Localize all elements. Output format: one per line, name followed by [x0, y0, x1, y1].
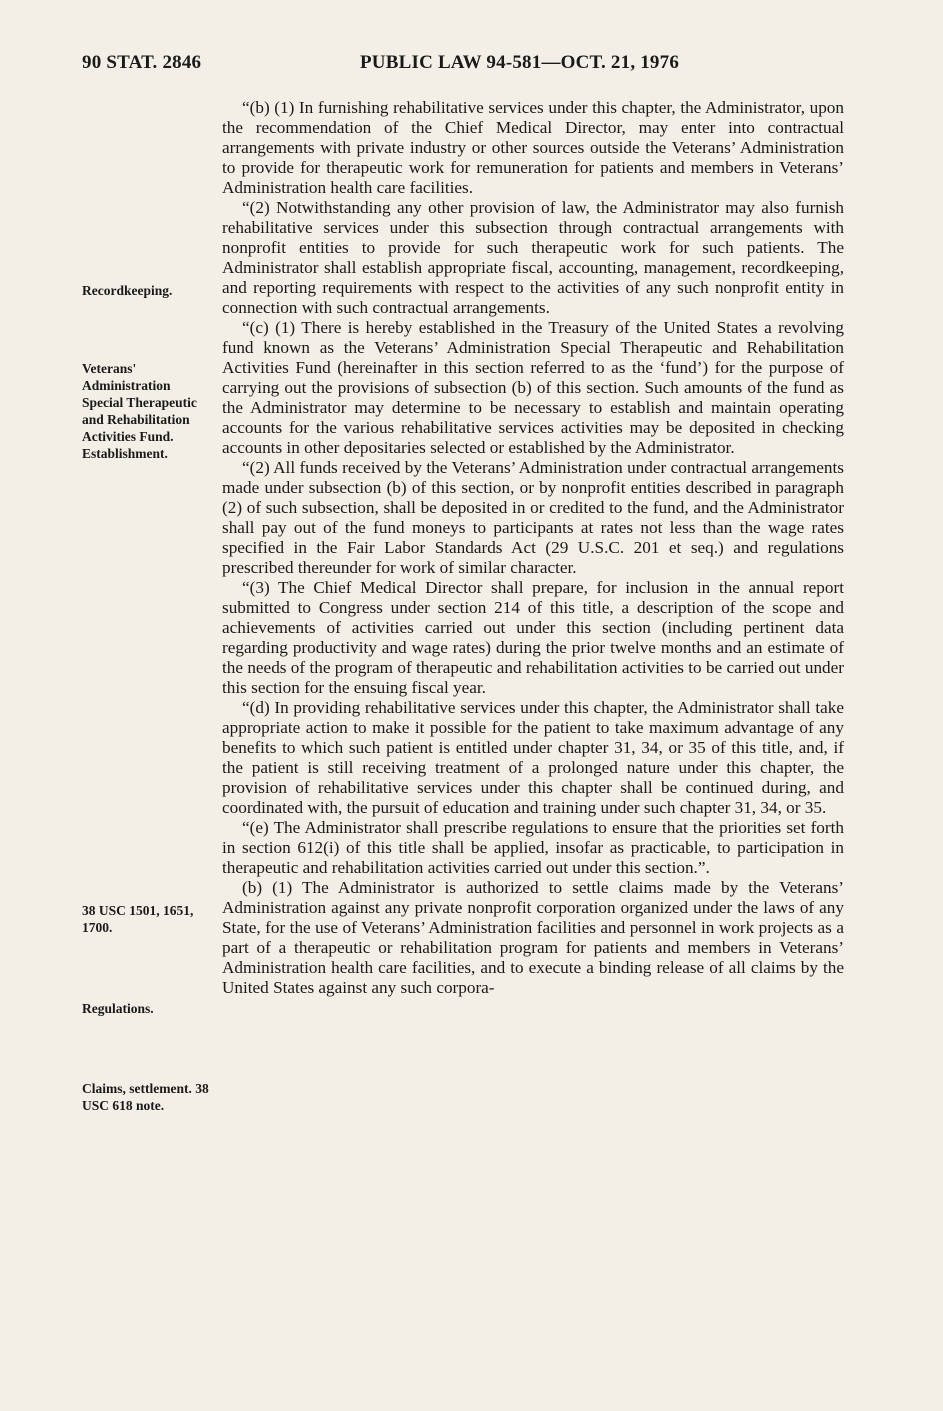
law-title-header: PUBLIC LAW 94-581—OCT. 21, 1976 — [360, 52, 680, 73]
paragraph-e: “(e) The Administrator shall prescribe regulations to ensure that the priorities set forth in section 612(i) of this title shall be applied, insofar as practicable, to participation in therapeutic and rehabilitation activities carried out under this section.”. — [222, 818, 844, 877]
paragraph-c3: “(3) The Chief Medical Director shall prepare, for inclusion in the annual report submitted to Congress under section 214 of this title, a description of the scope and achievements of activities carried out under this section (including pertinent data regarding productivity and wage rates) during the prior twelve months and an estimate of the needs of the program of therapeutic and rehabilitation activities to be carried out under this section for the ensuing fiscal year. — [222, 578, 844, 697]
margin-note-regulations: Regulations. — [82, 1001, 154, 1016]
margin-note-fund-establishment: Veterans' Administration Special Therapeutic and Rehabilitation Activities Fund. Establishment. — [82, 361, 197, 461]
margin-note-usc-1501: 38 USC 1501, 1651, 1700. — [82, 903, 194, 935]
paragraph-c2: “(2) All funds received by the Veterans’ Administration under contractual arrangements made under subsection (b) of this section, or by nonprofit entities described in paragraph (2) of such subsection, shall be deposited in or credited to the fund, and the Administrator shall pay out of the fund moneys to participants at rates not less than the wage rates specified in the Fair Labor Standards Act (29 U.S.C. 201 et seq.) and regulations prescribed thereunder for work of similar character. — [222, 458, 844, 577]
statute-body-text — [222, 98, 844, 998]
paragraph-d: “(d) In providing rehabilitative services under this chapter, the Administrator shall take appropriate action to make it possible for the patient to take maximum advantage of any benefits to which such patient is entitled under chapter 31, 34, or 35 of this title, and, if the patient is still receiving treatment of a prolonged nature under this chapter, the provision of rehabilitative services under this chapter shall be continued during, and coordinated with, the pursuit of education and training under such chapter 31, 34, or 35. — [222, 698, 844, 817]
paragraph-claims-b1: (b) (1) The Administrator is authorized to settle claims made by the Veterans’ Administration against any private nonprofit corporation organized under the laws of any State, for the use of Veterans’ Administration facilities and personnel in work projects as a part of a therapeutic or rehabilitation program for patients and members in Veterans’ Administration health care facilities, and to execute a binding release of all claims by the United States against any such corpora- — [222, 878, 844, 997]
margin-note-claims: Claims, settlement. 38 USC 618 note. — [82, 1081, 209, 1113]
paragraph-b1: “(b) (1) In furnishing rehabilitative services under this chapter, the Administrator, upon the recommendation of the Chief Medical Director, may enter into contractual arrangements with private industry or other sources outside the Veterans’ Administration to provide for therapeutic work for remuneration for patients and members in Veterans’ Administration health care facilities. — [222, 98, 844, 197]
paragraph-b2: “(2) Notwithstanding any other provision of law, the Administrator may also furnish rehabilitative services under this subsection through contractual arrangements with nonprofit entities to provide for such therapeutic work for such patients. The Administrator shall establish appropriate fiscal, accounting, management, recordkeeping, and reporting requirements with respect to the activities of any such nonprofit entity in connection with such contractual arrangements. — [222, 198, 844, 317]
stat-page-number: 90 STAT. 2846 — [82, 52, 202, 73]
margin-note-recordkeeping: Recordkeeping. — [82, 283, 173, 298]
paragraph-c1: “(c) (1) There is hereby established in the Treasury of the United States a revolving fund known as the Veterans’ Administration Special Therapeutic and Rehabilitation Activities Fund (hereinafter in this section referred to as the ‘fund’) for the purpose of carrying out the provisions of subsection (b) of this section. Such amounts of the fund as the Administrator may determine to be necessary to establish and maintain operating accounts for the various rehabilitative services activities may be deposited in checking accounts in other depositaries selected or established by the Administrator. — [222, 318, 844, 457]
